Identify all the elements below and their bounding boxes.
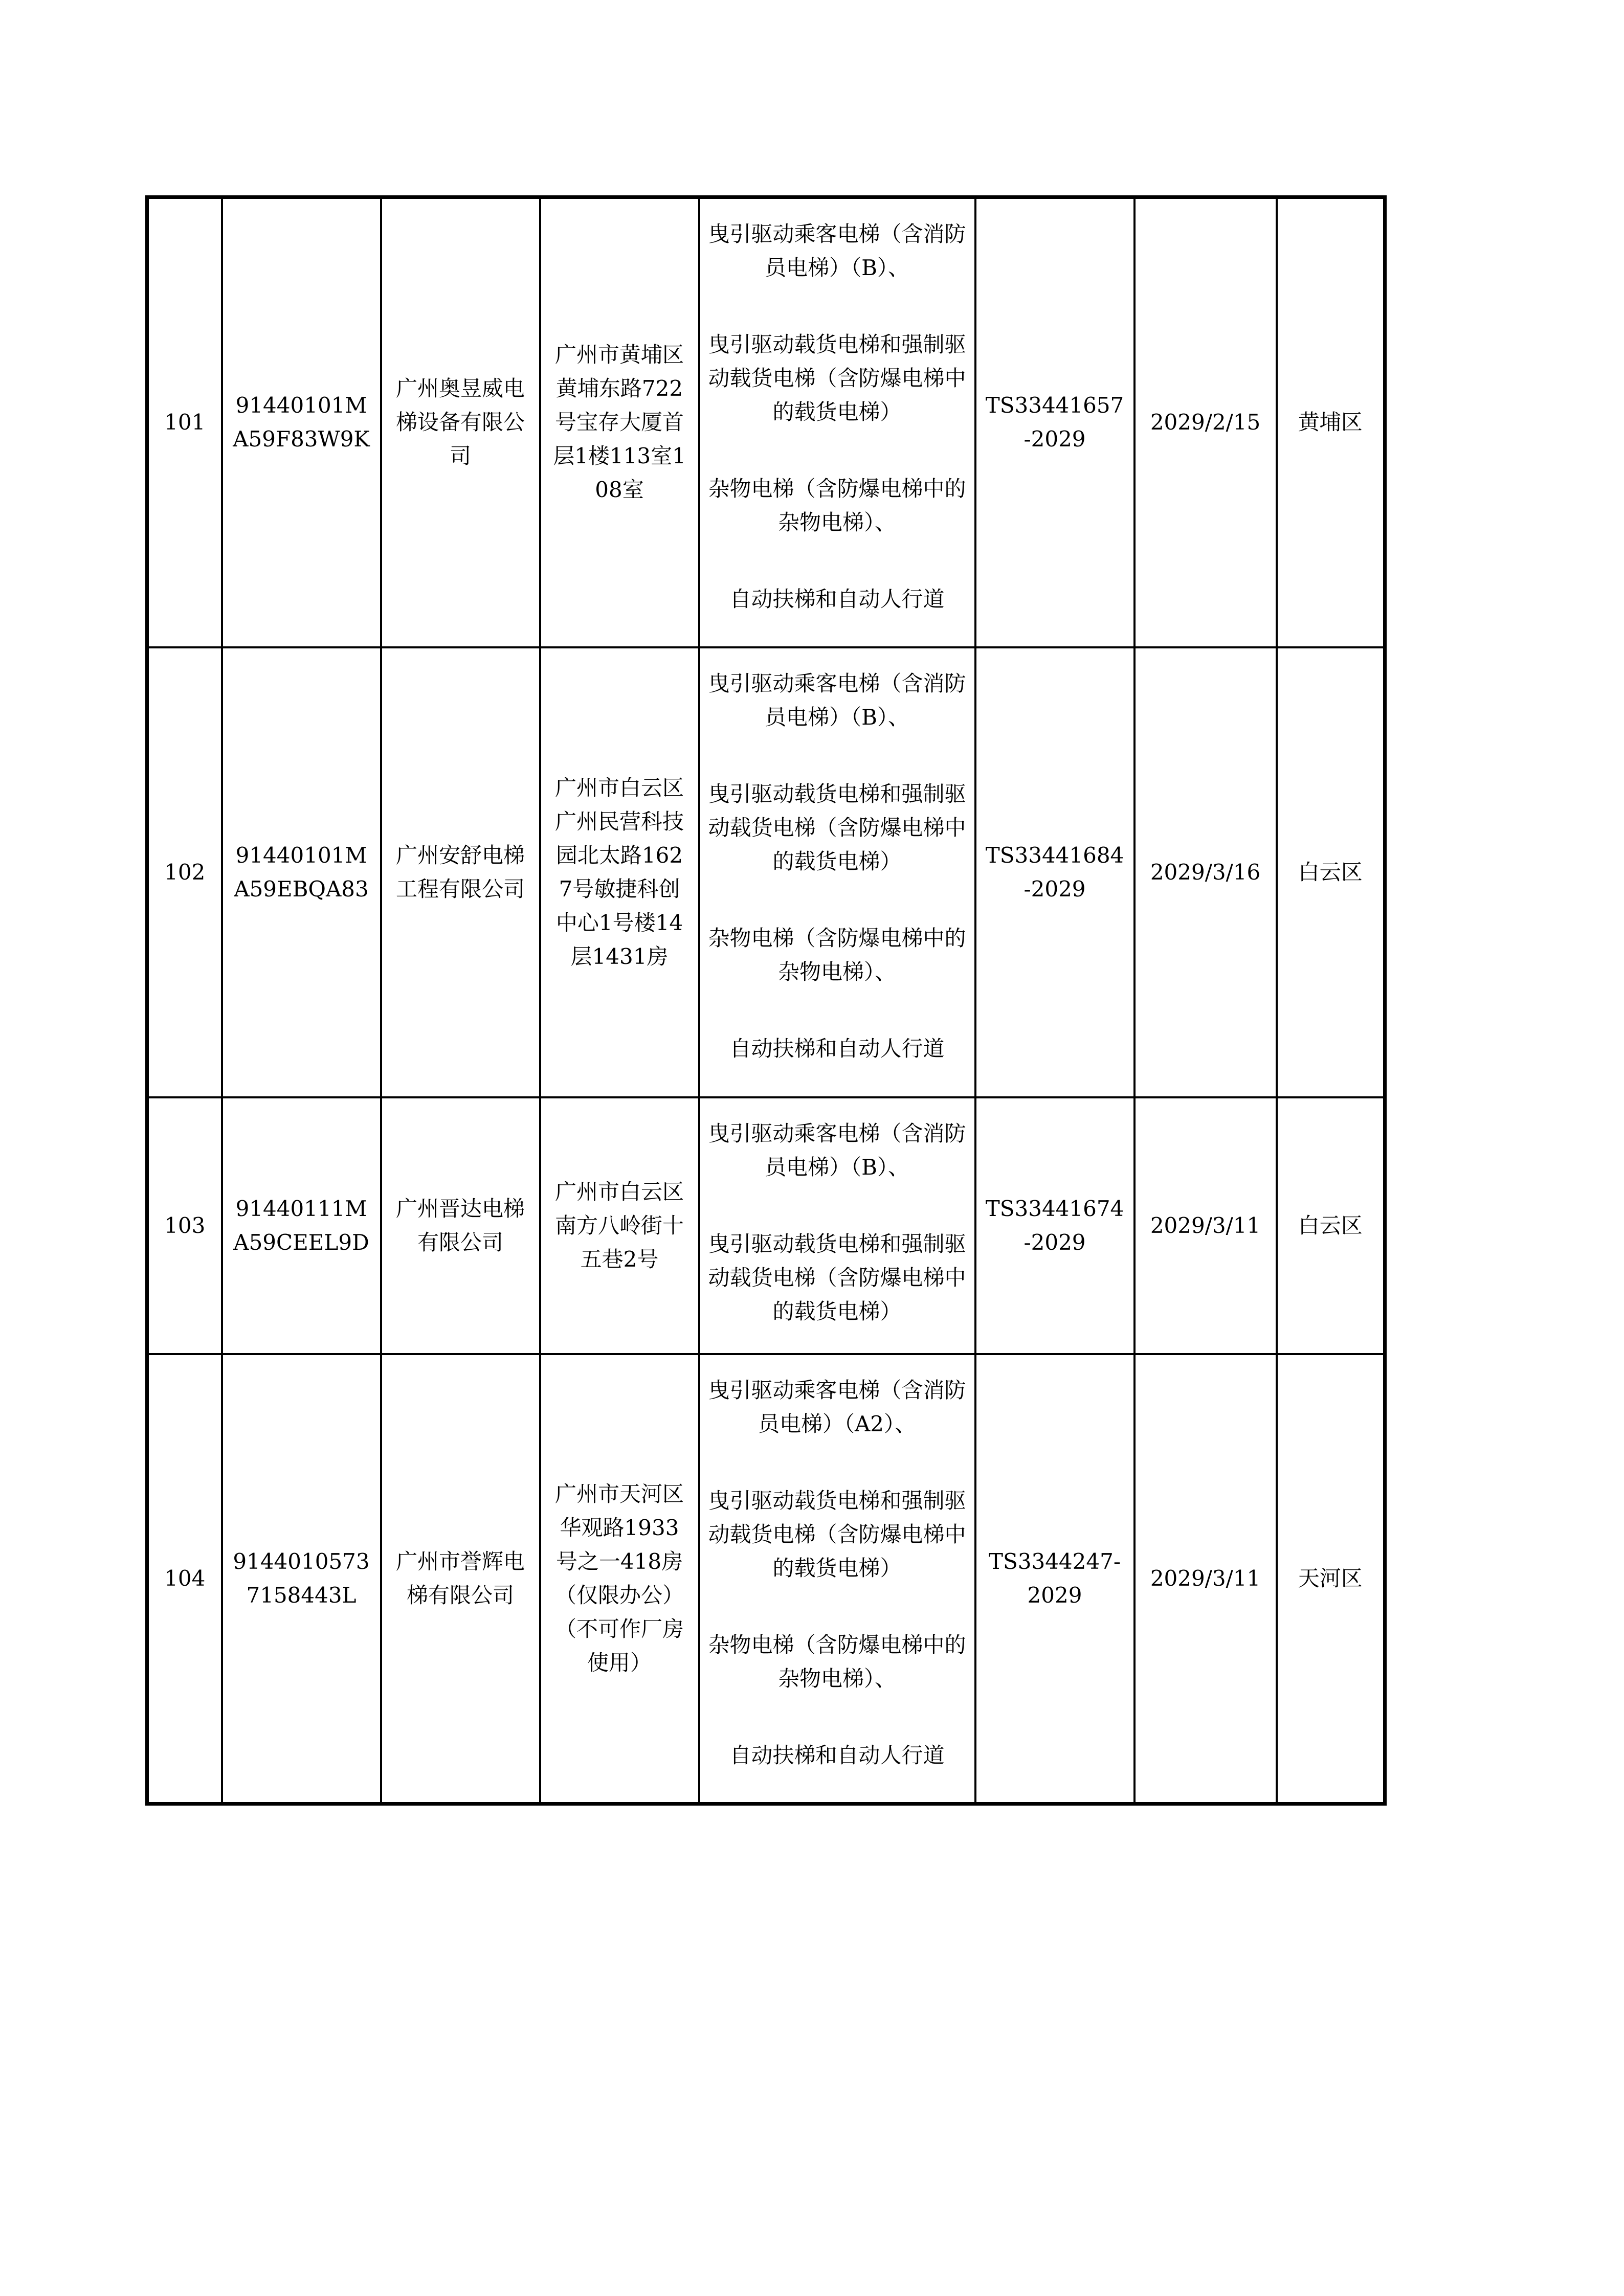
scope-item: 自动扶梯和自动人行道: [729, 1036, 945, 1061]
company-address: 广州市白云区南方八岭街十五巷2号: [540, 1097, 699, 1354]
scope-item: 自动扶梯和自动人行道: [729, 1742, 945, 1768]
expiry-date: 2029/2/15: [1134, 197, 1277, 647]
credit-code: 91440101MA59EBQA83: [222, 647, 381, 1097]
scope-item: 曳引驱动乘客电梯（含消防员电梯）（B）、: [708, 1120, 966, 1180]
license-number: TS33441684-2029: [975, 647, 1134, 1097]
license-table: [145, 195, 1387, 1806]
scope-item: 曳引驱动乘客电梯（含消防员电梯）（A2）、: [708, 1377, 966, 1436]
row-index: 104: [147, 1354, 222, 1804]
company-name: 广州奥昱威电梯设备有限公司: [381, 197, 540, 647]
license-scope: [699, 647, 975, 1097]
scope-item: 杂物电梯（含防爆电梯中的杂物电梯）、: [708, 476, 966, 535]
company-address: 广州市天河区华观路1933号之一418房（仅限办公）（不可作厂房使用）: [540, 1354, 699, 1804]
license-number: TS33441674-2029: [975, 1097, 1134, 1354]
scope-item: 曳引驱动载货电梯和强制驱动载货电梯（含防爆电梯中的载货电梯）: [708, 1231, 966, 1324]
table-row: [147, 647, 1385, 1097]
table-row: [147, 197, 1385, 647]
scope-item: 曳引驱动载货电梯和强制驱动载货电梯（含防爆电梯中的载货电梯）: [708, 781, 966, 874]
company-name: 广州安舒电梯工程有限公司: [381, 647, 540, 1097]
expiry-date: 2029/3/16: [1134, 647, 1277, 1097]
company-address: 广州市白云区广州民营科技园北太路1627号敏捷科创中心1号楼14层1431房: [540, 647, 699, 1097]
company-name: 广州市誉辉电梯有限公司: [381, 1354, 540, 1804]
row-index: 101: [147, 197, 222, 647]
license-number: TS3344247-2029: [975, 1354, 1134, 1804]
district: 天河区: [1277, 1354, 1385, 1804]
company-name: 广州晋达电梯有限公司: [381, 1097, 540, 1354]
scope-item: 曳引驱动乘客电梯（含消防员电梯）（B）、: [708, 670, 966, 730]
license-scope: [699, 197, 975, 647]
license-scope: [699, 1354, 975, 1804]
scope-item: 曳引驱动乘客电梯（含消防员电梯）（B）、: [708, 221, 966, 280]
company-address: 广州市黄埔区黄埔东路722号宝存大厦首层1楼113室108室: [540, 197, 699, 647]
district: 白云区: [1277, 647, 1385, 1097]
credit-code: 91440105737158443L: [222, 1354, 381, 1804]
district: 黄埔区: [1277, 197, 1385, 647]
license-number: TS33441657-2029: [975, 197, 1134, 647]
scope-item: 杂物电梯（含防爆电梯中的杂物电梯）、: [708, 925, 966, 984]
scope-item: 自动扶梯和自动人行道: [729, 587, 945, 612]
row-index: 103: [147, 1097, 222, 1354]
scope-item: 曳引驱动载货电梯和强制驱动载货电梯（含防爆电梯中的载货电梯）: [708, 1488, 966, 1581]
table-row: [147, 1097, 1385, 1354]
expiry-date: 2029/3/11: [1134, 1354, 1277, 1804]
row-index: 102: [147, 647, 222, 1097]
credit-code: 91440111MA59CEEL9D: [222, 1097, 381, 1354]
scope-item: 杂物电梯（含防爆电梯中的杂物电梯）、: [708, 1632, 966, 1691]
expiry-date: 2029/3/11: [1134, 1097, 1277, 1354]
license-scope: [699, 1097, 975, 1354]
credit-code: 91440101MA59F83W9K: [222, 197, 381, 647]
table-row: [147, 1354, 1385, 1804]
scope-item: 曳引驱动载货电梯和强制驱动载货电梯（含防爆电梯中的载货电梯）: [708, 332, 966, 424]
district: 白云区: [1277, 1097, 1385, 1354]
